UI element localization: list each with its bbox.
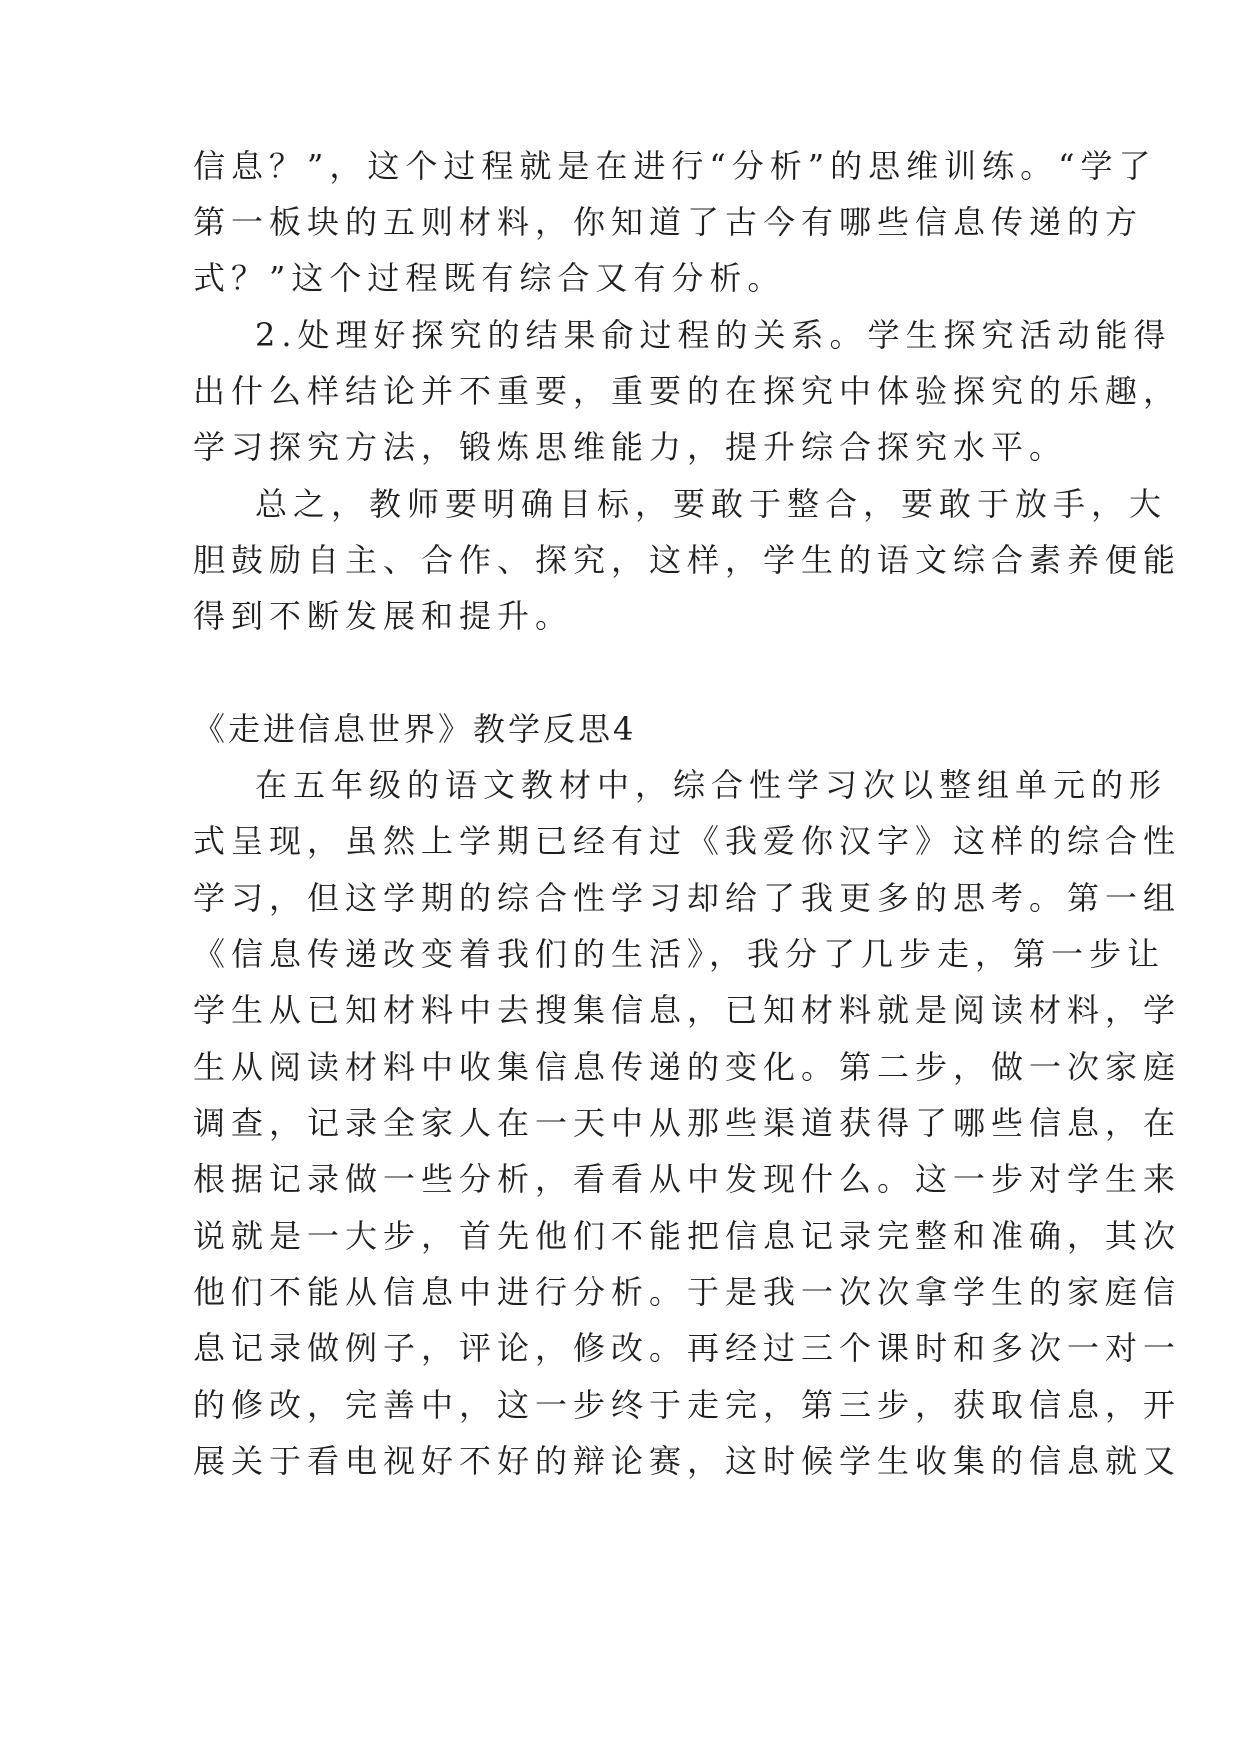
paragraph-line: 总之，教师要明确目标，要敢于整合，要敢于放手，大: [255, 485, 1168, 523]
paragraph-line: 他们不能从信息中进行分析。于是我一次次拿学生的家庭信: [193, 1273, 1182, 1311]
paragraph-line: 息记录做例子，评论，修改。再经过三个课时和多次一对一: [193, 1329, 1182, 1367]
paragraph-line: 学习探究方法，锻炼思维能力，提升综合探究水平。: [193, 428, 1068, 466]
paragraph-line: 式？”这个过程既有综合又有分析。: [193, 259, 786, 297]
paragraph-line: 得到不断发展和提升。: [193, 597, 574, 635]
paragraph-line: 根据记录做一些分析，看看从中发现什么。这一步对学生来: [193, 1160, 1182, 1198]
paragraph-line: 学生从已知材料中去搜集信息，已知材料就是阅读材料，学: [193, 991, 1182, 1029]
paragraph-line: 生从阅读材料中收集信息传递的变化。第二步，做一次家庭: [193, 1048, 1182, 1086]
section-title: 《走进信息世界》教学反思4: [193, 710, 637, 748]
paragraph-line: 在五年级的语文教材中，综合性学习次以整组单元的形: [255, 766, 1168, 804]
paragraph-line: 调查，记录全家人在一天中从那些渠道获得了哪些信息，在: [193, 1104, 1182, 1142]
paragraph-line: 《信息传递改变着我们的生活》，我分了几步走，第一步让: [193, 935, 1166, 973]
paragraph-line: 学习，但这学期的综合性学习却给了我更多的思考。第一组: [193, 879, 1182, 917]
paragraph-line: 2.处理好探究的结果俞过程的关系。学生探究活动能得: [255, 316, 1172, 354]
paragraph-line: 胆鼓励自主、合作、探究，这样，学生的语文综合素养便能: [193, 541, 1182, 579]
paragraph-line: 展关于看电视好不好的辩论赛，这时候学生收集的信息就又: [193, 1442, 1182, 1480]
paragraph-line: 第一板块的五则材料，你知道了古今有哪些信息传递的方: [193, 203, 1144, 241]
paragraph-line: 式呈现，虽然上学期已经有过《我爱你汉字》这样的综合性: [193, 822, 1182, 860]
paragraph-line: 说就是一大步，首先他们不能把信息记录完整和准确，其次: [193, 1217, 1182, 1255]
paragraph-line: 出什么样结论并不重要，重要的在探究中体验探究的乐趣，: [193, 372, 1182, 410]
paragraph-line: 信息？”，这个过程就是在进行“分析”的思维训练。“学了: [193, 147, 1157, 185]
paragraph-line: 的修改，完善中，这一步终于走完，第三步，获取信息，开: [193, 1386, 1182, 1424]
